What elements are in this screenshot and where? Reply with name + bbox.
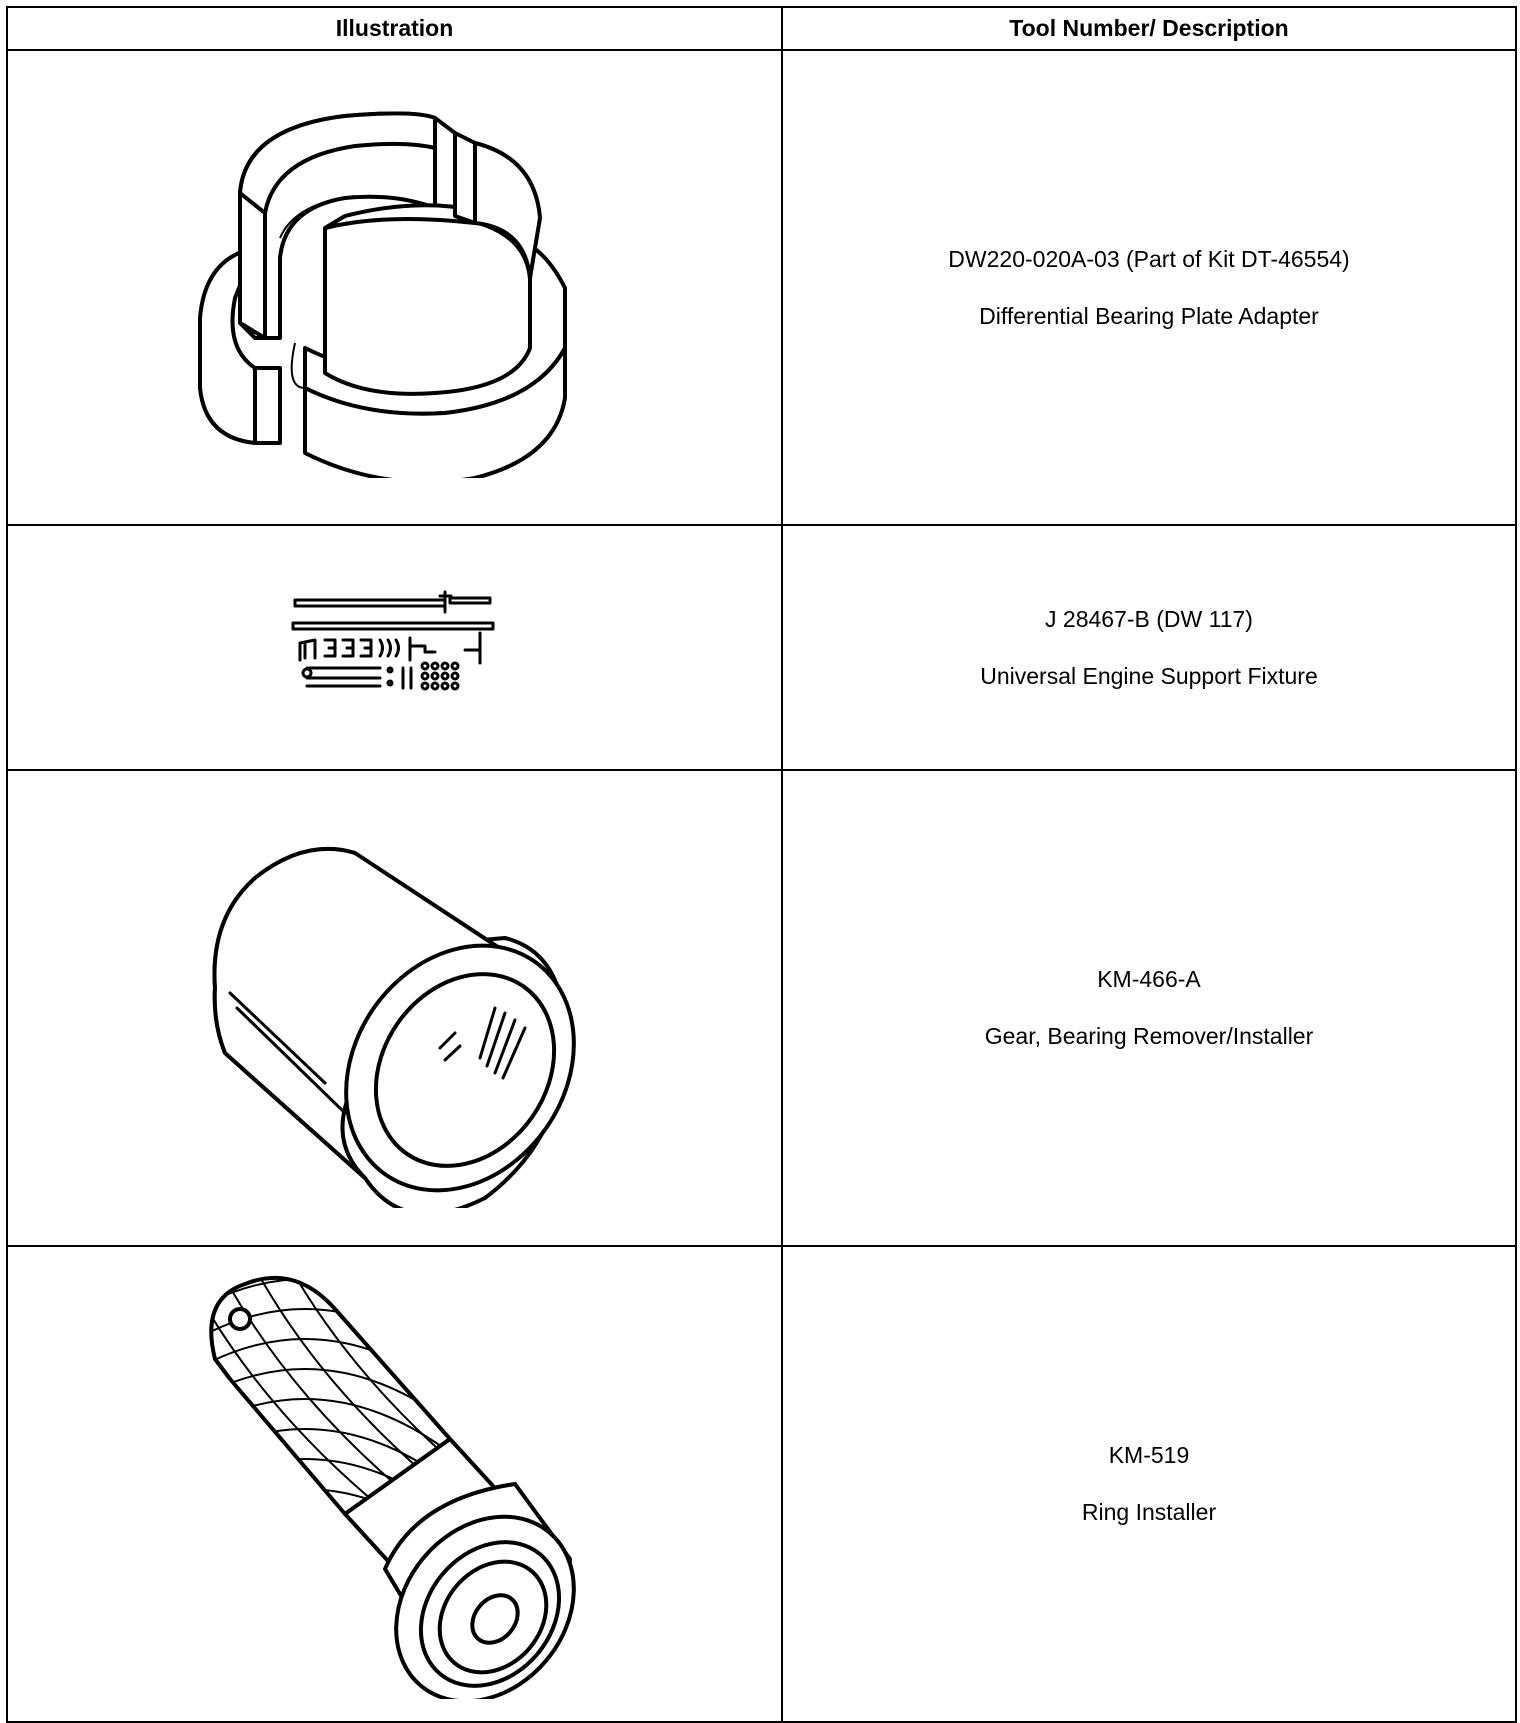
table-header-row (7, 7, 1516, 50)
engine-support-fixture-kit-icon (285, 588, 505, 708)
cylindrical-sleeve-icon (195, 808, 595, 1208)
table-row (7, 525, 1516, 770)
tool-table (6, 6, 1517, 1723)
table-row (7, 770, 1516, 1246)
tool-description: Gear, Bearing Remover/Installer (984, 1023, 1314, 1049)
tool-description: Ring Installer (1081, 1499, 1217, 1525)
table-row (7, 1246, 1516, 1722)
knurled-ring-installer-icon (185, 1269, 605, 1699)
illustration-cell (7, 1246, 782, 1722)
description-cell (782, 770, 1516, 1246)
tool-number: J 28467-B (DW 117) (1045, 605, 1253, 632)
description-cell (782, 525, 1516, 770)
tool-number: KM-466-A (1097, 966, 1201, 992)
tool-number: KM-519 (1108, 1442, 1190, 1468)
header-tool-description: Tool Number/ Description (782, 7, 1516, 50)
illustration-cell (7, 50, 782, 525)
split-bearing-adapter-icon (185, 98, 605, 478)
illustration-cell (7, 525, 782, 770)
description-cell (782, 50, 1516, 525)
tool-description: Differential Bearing Plate Adapter (979, 302, 1319, 329)
header-illustration: Illustration (7, 7, 782, 50)
table-row (7, 50, 1516, 525)
illustration-cell (7, 770, 782, 1246)
tool-number: DW220-020A-03 (Part of Kit DT-46554) (948, 245, 1350, 272)
description-cell (782, 1246, 1516, 1722)
tool-description: Universal Engine Support Fixture (980, 662, 1318, 689)
